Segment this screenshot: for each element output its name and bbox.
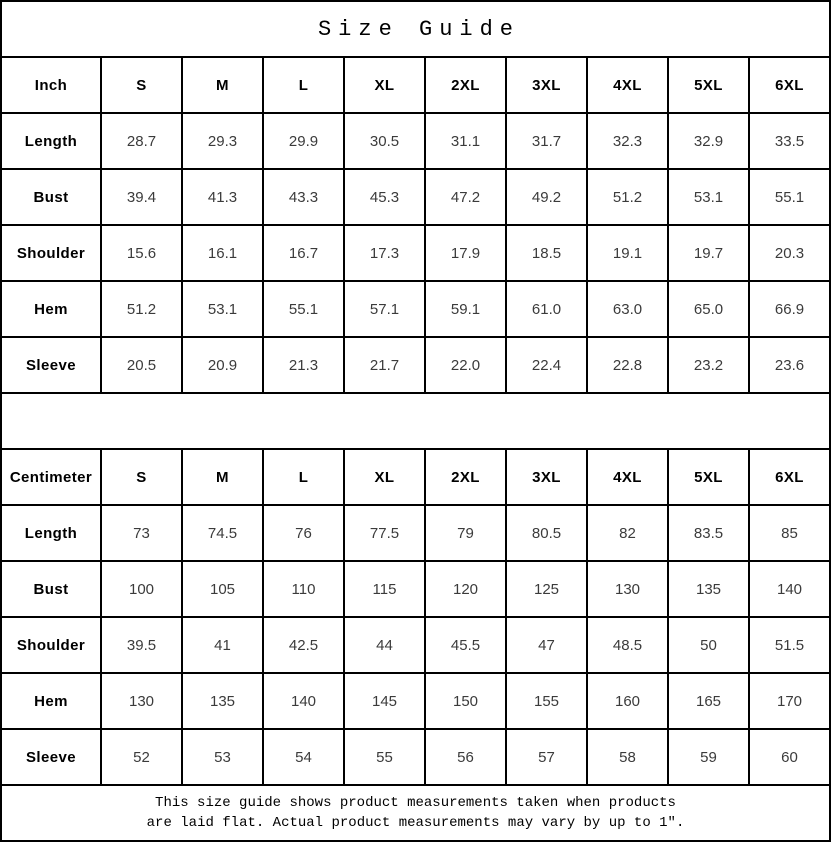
size-header-3xl: 3XL	[506, 57, 587, 113]
value-cell: 22.0	[425, 337, 506, 393]
value-cell: 31.1	[425, 113, 506, 169]
footer-note	[1, 785, 830, 841]
value-cell: 100	[101, 561, 182, 617]
value-cell: 49.2	[506, 169, 587, 225]
value-cell: 28.7	[101, 113, 182, 169]
value-cell: 15.6	[101, 225, 182, 281]
value-cell: 66.9	[749, 281, 830, 337]
table-row	[1, 169, 830, 225]
value-cell: 53	[182, 729, 263, 785]
value-cell: 20.3	[749, 225, 830, 281]
row-label-shoulder: Shoulder	[1, 617, 101, 673]
row-label-length: Length	[1, 505, 101, 561]
value-cell: 55.1	[749, 169, 830, 225]
value-cell: 39.4	[101, 169, 182, 225]
size-header-xl: XL	[344, 57, 425, 113]
value-cell: 18.5	[506, 225, 587, 281]
size-header-m: M	[182, 57, 263, 113]
row-label-sleeve: Sleeve	[1, 337, 101, 393]
value-cell: 52	[101, 729, 182, 785]
size-header-2xl: 2XL	[425, 57, 506, 113]
value-cell: 61.0	[506, 281, 587, 337]
value-cell: 47.2	[425, 169, 506, 225]
value-cell: 150	[425, 673, 506, 729]
size-header-5xl: 5XL	[668, 449, 749, 505]
value-cell: 59.1	[425, 281, 506, 337]
value-cell: 145	[344, 673, 425, 729]
unit-header-inch: Inch	[1, 57, 101, 113]
table-row	[1, 225, 830, 281]
value-cell: 30.5	[344, 113, 425, 169]
value-cell: 41	[182, 617, 263, 673]
value-cell: 22.4	[506, 337, 587, 393]
value-cell: 57	[506, 729, 587, 785]
value-cell: 23.2	[668, 337, 749, 393]
table-row	[1, 505, 830, 561]
value-cell: 55	[344, 729, 425, 785]
value-cell: 51.2	[101, 281, 182, 337]
table-row	[1, 337, 830, 393]
table-row	[1, 113, 830, 169]
value-cell: 32.3	[587, 113, 668, 169]
value-cell: 45.5	[425, 617, 506, 673]
value-cell: 32.9	[668, 113, 749, 169]
size-header-6xl: 6XL	[749, 57, 830, 113]
value-cell: 45.3	[344, 169, 425, 225]
value-cell: 54	[263, 729, 344, 785]
value-cell: 155	[506, 673, 587, 729]
value-cell: 47	[506, 617, 587, 673]
row-label-hem: Hem	[1, 673, 101, 729]
value-cell: 16.1	[182, 225, 263, 281]
value-cell: 23.6	[749, 337, 830, 393]
unit-header-centimeter: Centimeter	[1, 449, 101, 505]
value-cell: 57.1	[344, 281, 425, 337]
value-cell: 140	[749, 561, 830, 617]
size-header-s: S	[101, 57, 182, 113]
value-cell: 20.5	[101, 337, 182, 393]
value-cell: 50	[668, 617, 749, 673]
value-cell: 115	[344, 561, 425, 617]
value-cell: 19.1	[587, 225, 668, 281]
row-label-bust: Bust	[1, 561, 101, 617]
value-cell: 140	[263, 673, 344, 729]
value-cell: 83.5	[668, 505, 749, 561]
value-cell: 120	[425, 561, 506, 617]
value-cell: 41.3	[182, 169, 263, 225]
row-label-sleeve: Sleeve	[1, 729, 101, 785]
value-cell: 58	[587, 729, 668, 785]
value-cell: 43.3	[263, 169, 344, 225]
table-row	[1, 673, 830, 729]
table-row	[1, 281, 830, 337]
spacer-cell	[1, 393, 830, 449]
value-cell: 39.5	[101, 617, 182, 673]
value-cell: 160	[587, 673, 668, 729]
value-cell: 82	[587, 505, 668, 561]
value-cell: 17.9	[425, 225, 506, 281]
value-cell: 56	[425, 729, 506, 785]
value-cell: 59	[668, 729, 749, 785]
row-label-hem: Hem	[1, 281, 101, 337]
value-cell: 48.5	[587, 617, 668, 673]
value-cell: 44	[344, 617, 425, 673]
value-cell: 105	[182, 561, 263, 617]
footer-row	[1, 785, 830, 841]
value-cell: 29.9	[263, 113, 344, 169]
value-cell: 135	[668, 561, 749, 617]
table-row	[1, 617, 830, 673]
size-header-m: M	[182, 449, 263, 505]
value-cell: 51.5	[749, 617, 830, 673]
value-cell: 165	[668, 673, 749, 729]
value-cell: 22.8	[587, 337, 668, 393]
value-cell: 53.1	[668, 169, 749, 225]
value-cell: 53.1	[182, 281, 263, 337]
row-label-length: Length	[1, 113, 101, 169]
size-header-s: S	[101, 449, 182, 505]
value-cell: 77.5	[344, 505, 425, 561]
inch-header-row	[1, 57, 830, 113]
value-cell: 21.7	[344, 337, 425, 393]
value-cell: 55.1	[263, 281, 344, 337]
value-cell: 135	[182, 673, 263, 729]
value-cell: 85	[749, 505, 830, 561]
value-cell: 60	[749, 729, 830, 785]
size-header-3xl: 3XL	[506, 449, 587, 505]
value-cell: 21.3	[263, 337, 344, 393]
value-cell: 130	[101, 673, 182, 729]
footer-line-1: This size guide shows product measurements taken when products	[155, 794, 676, 811]
value-cell: 73	[101, 505, 182, 561]
value-cell: 20.9	[182, 337, 263, 393]
value-cell: 130	[587, 561, 668, 617]
row-label-shoulder: Shoulder	[1, 225, 101, 281]
value-cell: 65.0	[668, 281, 749, 337]
value-cell: 29.3	[182, 113, 263, 169]
size-header-5xl: 5XL	[668, 57, 749, 113]
table-row	[1, 561, 830, 617]
size-header-xl: XL	[344, 449, 425, 505]
value-cell: 125	[506, 561, 587, 617]
title-row	[1, 1, 830, 57]
size-header-l: L	[263, 57, 344, 113]
value-cell: 170	[749, 673, 830, 729]
value-cell: 74.5	[182, 505, 263, 561]
size-header-4xl: 4XL	[587, 57, 668, 113]
value-cell: 16.7	[263, 225, 344, 281]
value-cell: 31.7	[506, 113, 587, 169]
value-cell: 42.5	[263, 617, 344, 673]
size-header-4xl: 4XL	[587, 449, 668, 505]
page-title: Size Guide	[1, 1, 830, 57]
spacer-row	[1, 393, 830, 449]
value-cell: 76	[263, 505, 344, 561]
value-cell: 19.7	[668, 225, 749, 281]
value-cell: 110	[263, 561, 344, 617]
size-header-l: L	[263, 449, 344, 505]
centimeter-header-row	[1, 449, 830, 505]
value-cell: 79	[425, 505, 506, 561]
size-header-2xl: 2XL	[425, 449, 506, 505]
size-header-6xl: 6XL	[749, 449, 830, 505]
row-label-bust: Bust	[1, 169, 101, 225]
value-cell: 33.5	[749, 113, 830, 169]
value-cell: 17.3	[344, 225, 425, 281]
value-cell: 63.0	[587, 281, 668, 337]
value-cell: 51.2	[587, 169, 668, 225]
value-cell: 80.5	[506, 505, 587, 561]
footer-line-2: are laid flat. Actual product measurements may vary by up to 1″.	[146, 815, 685, 831]
table-row	[1, 729, 830, 785]
